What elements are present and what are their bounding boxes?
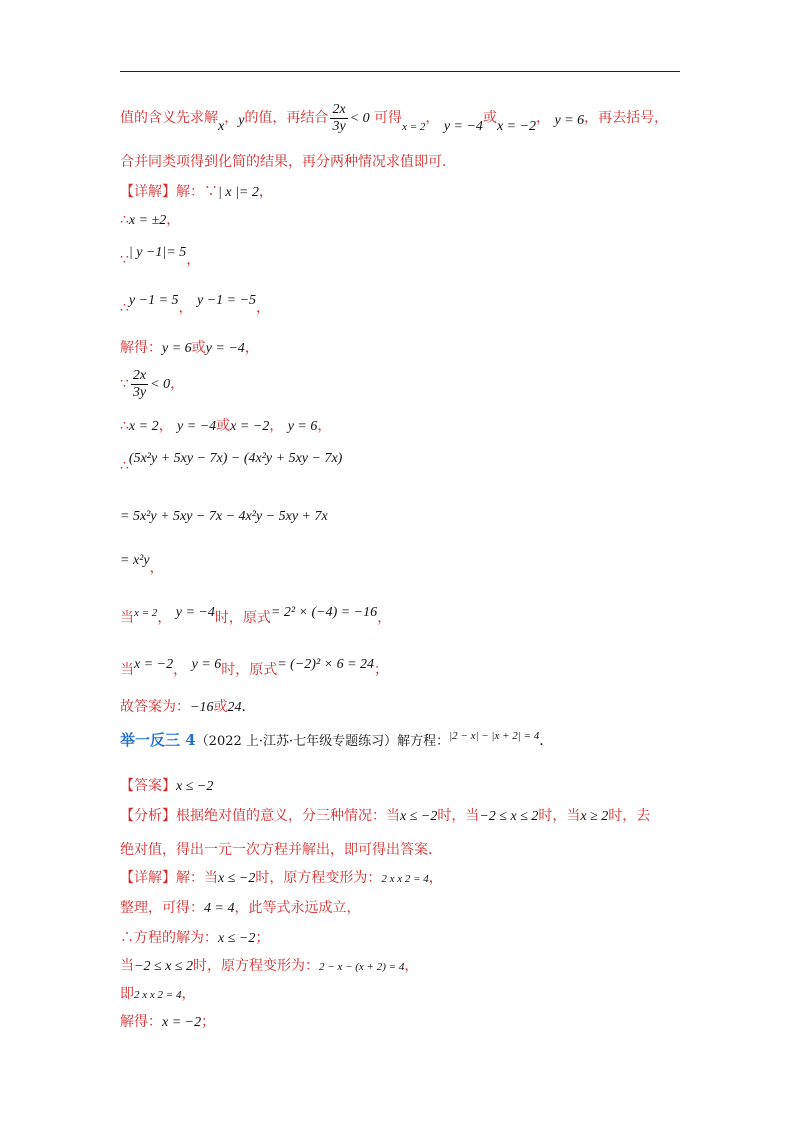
detail-line-1 <box>120 182 273 203</box>
math: x ≤ −2 <box>400 809 438 824</box>
text: 解得： <box>120 340 162 356</box>
text: 或 <box>216 418 231 434</box>
text: ， <box>224 110 239 126</box>
text: 值的含义先求解 <box>120 110 218 126</box>
text: 当 <box>120 610 134 626</box>
answer-label: 【答案】 <box>120 778 176 794</box>
text: ； <box>255 930 270 946</box>
text: 故答案为： <box>120 699 190 715</box>
detail-line-11 <box>120 598 391 627</box>
text: 的值，再结合 <box>244 110 329 126</box>
fraction-denominator: 3y <box>332 118 346 134</box>
analysis-4-line-1 <box>120 806 650 827</box>
text: ， <box>149 560 164 576</box>
detail-line-13 <box>120 697 255 718</box>
math: 2 x x 2 = 4 <box>381 873 429 885</box>
text: ， <box>244 340 259 356</box>
detail-line-8 <box>120 444 342 473</box>
detail-line-6 <box>120 366 184 403</box>
text: 或 <box>191 340 206 356</box>
answer-value: x ≤ −2 <box>176 779 214 794</box>
text: ， <box>258 184 273 200</box>
text: 时，原式 <box>221 662 278 678</box>
text: 即 <box>120 986 134 1002</box>
math-cond: x = −2 <box>496 119 537 134</box>
fraction-numerator: 2x <box>132 367 147 383</box>
math-y: y <box>238 113 245 128</box>
problem-source: （2022 上·江苏·七年级专题练习）解方程： <box>195 734 450 749</box>
because-symbol: ∵ <box>204 184 218 200</box>
detail-line-2 <box>120 210 180 231</box>
text: ， <box>157 610 172 626</box>
text: 可得 <box>374 110 403 126</box>
fraction <box>131 368 148 401</box>
text: 当 <box>120 958 134 974</box>
math: 4 = 4 <box>204 901 235 916</box>
problem-4-heading <box>120 727 553 755</box>
detail-4-line-1 <box>120 868 443 889</box>
text: ； <box>374 662 389 678</box>
math: x = 2 <box>128 419 159 434</box>
text: ． <box>539 733 554 749</box>
text: ， <box>158 418 173 434</box>
header-rule <box>120 71 680 72</box>
math-cond: x = 2 <box>402 121 426 133</box>
text: 时，当 <box>437 808 480 824</box>
math-x: x <box>218 119 225 134</box>
analysis-4-line-2: 绝对值，得出一元一次方程并解出，即可得出答案． <box>120 842 442 858</box>
problem-title: 举一反三 4 <box>120 731 196 749</box>
math: −16 <box>190 700 214 715</box>
text: 时，去 <box>608 808 651 824</box>
math: y = −4 <box>205 341 245 356</box>
math: | x |= 2 <box>218 185 259 200</box>
math: | y −1|= 5 <box>128 245 187 260</box>
math-cond: y = −4 <box>443 119 483 134</box>
text: ， <box>377 610 392 626</box>
detail-label: 【详解】 <box>120 184 176 200</box>
text: 时，原方程变形为： <box>255 870 382 886</box>
math-expression: = x²y <box>120 553 150 568</box>
text: ， <box>256 300 271 316</box>
text: ∴方程的解为： <box>120 930 218 946</box>
text: 根据绝对值的意义，分三种情况：当 <box>176 808 400 824</box>
math: y = −4 <box>175 605 215 620</box>
math-ineq: < 0 <box>349 111 370 126</box>
text: ， <box>317 418 332 434</box>
text: ， <box>404 958 419 974</box>
detail-4-line-4 <box>120 956 418 977</box>
math-expression: (5x²y + 5xy − 7x) − (4x²y + 5xy − 7x) <box>128 451 343 466</box>
math-expression: = 5x²y + 5xy − 7x − 4x²y − 5xy + 7x <box>120 509 328 524</box>
analysis-line-2: 合并同类项得到化简的结果，再分两种情况求值即可． <box>120 154 456 170</box>
detail-line-9 <box>120 506 328 527</box>
because-symbol: ∵ <box>120 376 129 392</box>
text: ； <box>201 1014 216 1030</box>
detail-line-7 <box>120 416 331 437</box>
therefore-symbol: ∴ <box>120 458 129 474</box>
text: ， <box>173 662 188 678</box>
fraction <box>330 102 347 135</box>
math: x = −2 <box>230 419 270 434</box>
math: x = −2 <box>134 657 174 672</box>
therefore-symbol: ∴ <box>120 300 129 316</box>
math: 2 x x 2 = 4 <box>134 989 182 1001</box>
detail-4-line-5 <box>120 984 195 1005</box>
text: ， <box>178 300 193 316</box>
math: = (−2)² × 6 = 24 <box>277 657 375 672</box>
text: 时，当 <box>538 808 581 824</box>
answer-4-line <box>120 776 213 797</box>
math: y = 6 <box>162 341 192 356</box>
because-symbol: ∵ <box>120 252 129 268</box>
text: ， <box>428 870 443 886</box>
text: 或 <box>482 110 497 126</box>
fraction-denominator: 3y <box>132 384 147 400</box>
text: ， <box>181 986 196 1002</box>
math: x ≤ −2 <box>218 931 256 946</box>
math: x = ±2 <box>128 213 167 228</box>
math: −2 ≤ x ≤ 2 <box>479 809 539 824</box>
math-cond: y = 6 <box>554 113 585 128</box>
math: y = 6 <box>191 657 222 672</box>
text: ， <box>170 376 185 392</box>
math: y = 6 <box>287 419 318 434</box>
detail-4-line-6 <box>120 1012 215 1033</box>
text: ， <box>186 252 201 268</box>
text: 解得： <box>120 1014 162 1030</box>
therefore-symbol: ∴ <box>120 418 129 434</box>
text: 时，原式 <box>214 610 271 626</box>
text: ， <box>166 212 181 228</box>
fraction-numerator: 2x <box>332 101 346 117</box>
math: x ≥ 2 <box>580 809 609 824</box>
math: −2 ≤ x ≤ 2 <box>134 959 194 974</box>
math: y −1 = −5 <box>196 293 257 308</box>
detail-line-4 <box>120 286 270 315</box>
math: y = −4 <box>177 419 217 434</box>
math: x = −2 <box>162 1015 202 1030</box>
text: ，再去括号， <box>584 110 669 126</box>
problem-equation: |2 − x| − |x + 2| = 4 <box>449 730 540 742</box>
detail-4-line-2 <box>120 898 360 919</box>
math: y −1 = 5 <box>128 293 179 308</box>
detail-line-5 <box>120 338 259 359</box>
text: ，此等式永远成立， <box>234 900 361 916</box>
detail-line-3 <box>120 238 200 267</box>
text: ． <box>241 699 256 715</box>
analysis-line-1: 值的含义先求解x，y的值，再结合 $\frac{2x}{3y}$ < 0 可得$_{x = 2}$， y = −4或x = −2， y = 6，再去括号， <box>120 101 669 134</box>
detail-line-10 <box>120 546 164 575</box>
detail-label: 【详解】 <box>120 870 176 886</box>
text: 时，原方程变形为： <box>193 958 320 974</box>
math: x ≤ −2 <box>218 871 256 886</box>
math: = 2² × (−4) = −16 <box>270 605 378 620</box>
text: 当 <box>120 662 134 678</box>
math: x = 2 <box>134 607 158 619</box>
analysis-label: 【分析】 <box>120 808 176 824</box>
text: 整理，可得： <box>120 900 204 916</box>
detail-line-12 <box>120 650 388 679</box>
text: ， <box>269 418 284 434</box>
detail-4-line-3 <box>120 928 269 949</box>
therefore-symbol: ∴ <box>120 212 129 228</box>
math: < 0 <box>150 377 171 392</box>
math: 24 <box>227 700 242 715</box>
text: 解：当 <box>176 870 218 886</box>
text: 解： <box>176 184 204 200</box>
math: 2 − x − (x + 2) = 4 <box>319 961 405 973</box>
text: 或 <box>213 699 228 715</box>
